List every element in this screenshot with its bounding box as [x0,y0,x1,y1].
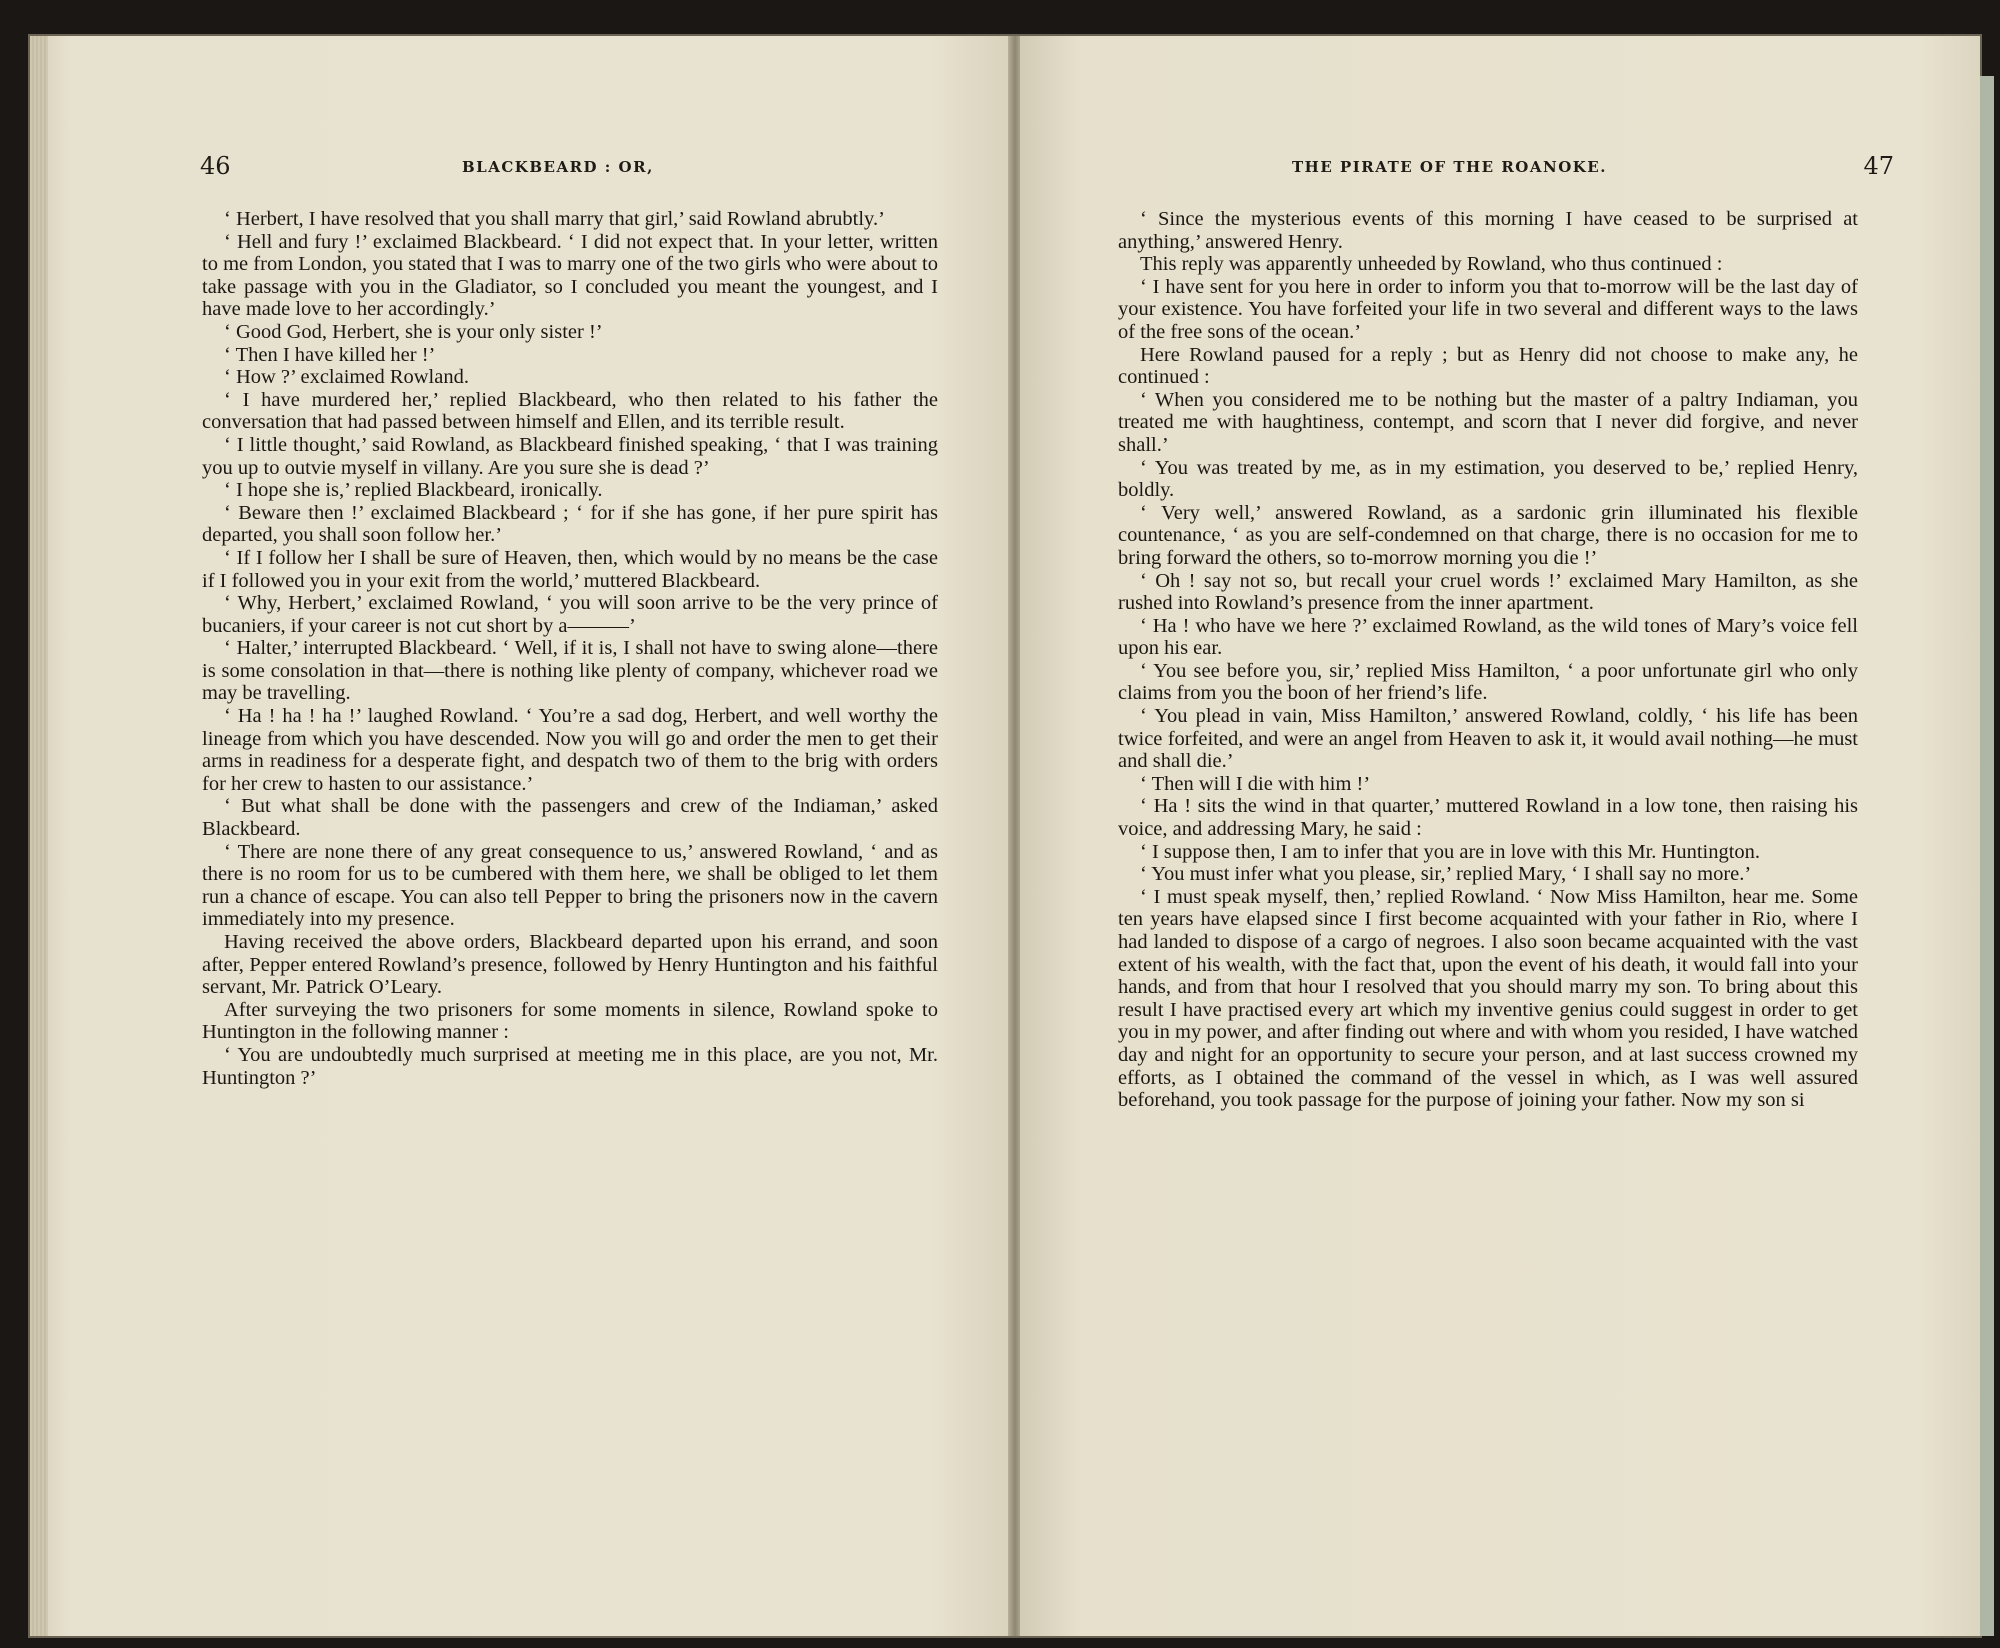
right-page-header [1020,152,1980,192]
paragraph: ‘ Then I have killed her !’ [224,343,436,366]
paragraph: ‘ You see before you, sir,’ replied Miss Hamilton, ‘ a poor unfortunate girl who only claims from you the boon of her friend’s life. [1118,659,1858,705]
paragraph: ‘ Hell and fury !’ exclaimed Blackbeard. ‘ I did not expect that. In your letter, written to me from London, you stated that I was to marry one of the two girls who were about to take passage with you in the Gladiator, so I concluded you meant the youngest, and I have made love to her accordingly.’ [202,230,938,321]
paragraph: ‘ I little thought,’ said Rowland, as Blackbeard finished speaking, ‘ that I was training you up to outvie myself in villany. Are you sure she is dead ?’ [202,433,938,479]
running-head: BLACKBEARD : OR, [462,158,654,176]
running-head: THE PIRATE OF THE ROANOKE. [1292,158,1607,176]
paragraph: ‘ When you considered me to be nothing but the master of a paltry Indiaman, you treated me with haughtiness, contempt, and scorn that I never did forgive, and never shall.’ [1118,388,1858,456]
paragraph: ‘ Oh ! say not so, but recall your cruel words !’ exclaimed Mary Hamilton, as she rushed into Rowland’s presence from the inner apartment. [1118,569,1858,615]
paragraph: ‘ Halter,’ interrupted Blackbeard. ‘ Well, if it is, I shall not have to swing alone—there is some consolation in that—there is nothing like plenty of company, whichever road we may be travelling. [202,637,938,705]
paragraph: ‘ How ?’ exclaimed Rowland. [224,366,469,389]
open-book-spread [30,36,1980,1636]
left-page-header [30,152,1010,192]
paragraph: ‘ Beware then !’ exclaimed Blackbeard ; ‘ for if she has gone, if her pure spirit has departed, you shall soon follow her.’ [202,501,938,547]
paragraph: ‘ Ha ! sits the wind in that quarter,’ muttered Rowland in a low tone, then raising his voice, and addressing Mary, he said : [1118,795,1858,841]
paragraph: After surveying the two prisoners for some moments in silence, Rowland spoke to Huntington in the following manner : [202,998,938,1044]
paragraph: ‘ But what shall be done with the passengers and crew of the Indiaman,’ asked Blackbeard. [202,795,938,841]
paragraph: ‘ Very well,’ answered Rowland, as a sardonic grin illuminated his flexible countenance, ‘ as you are self-condemned on that charge, there is no occasion for me to bring forward the others, so to-morrow morning you die !’ [1118,501,1858,569]
paragraph: This reply was apparently unheeded by Rowland, who thus continued : [1140,253,1723,276]
paragraph: ‘ I must speak myself, then,’ replied Rowland. ‘ Now Miss Hamilton, hear me. Some ten years have elapsed since I first become acquainted with your father in Rio, where I had landed to dispose of a cargo of negroes. I also soon became acquainted with the vast extent of his wealth, with the fact that, upon the event of his death, it would fall into your hands, and from that hour I resolved that you should marry my son. To bring about this result I have practised every art which my inventive genius could suggest in order to get you in my power, and after finding out where and with whom you resided, I have watched day and night for an opportunity to secure your person, and at last success crowned my efforts, as I obtained the command of the vessel in which, as I was well assured beforehand, you took passage for the purpose of joining your father. Now my son si [1118,885,1858,1112]
paragraph: ‘ You are undoubtedly much surprised at meeting me in this place, are you not, Mr. Huntington ?’ [202,1043,938,1089]
paragraph: ‘ Since the mysterious events of this morning I have ceased to be surprised at anything,’ answered Henry. [1118,208,1858,253]
paragraph: ‘ You plead in vain, Miss Hamilton,’ answered Rowland, coldly, ‘ his life has been twice forfeited, and were an angel from Heaven to ask it, it would avail nothing—he must and shall die.’ [1118,705,1858,773]
paragraph: ‘ Ha ! ha ! ha !’ laughed Rowland. ‘ You’re a sad dog, Herbert, and well worthy the lineage from which you have descended. Now you will go and order the men to get their arms in readiness for a desperate fight, and despatch two of them to the brig with orders for her crew to hasten to our assistance.’ [202,705,938,795]
paragraph: ‘ There are none there of any great consequence to us,’ answered Rowland, ‘ and as there is no room for us to be cumbered with them here, we shall be obliged to let them run a chance of escape. You can also tell Pepper to bring the prisoners now in the cavern immediately into my presence. [202,840,938,931]
paragraph: ‘ I hope she is,’ replied Blackbeard, ironically. [224,479,603,502]
paragraph: ‘ Good God, Herbert, she is your only sister !’ [224,320,603,343]
left-page [30,36,1010,1636]
paragraph: ‘ I suppose then, I am to infer that you are in love with this Mr. Huntington. [1140,840,1761,863]
right-page-body [1118,208,1858,1112]
left-page-body [202,208,938,1089]
paragraph: ‘ If I follow her I shall be sure of Heaven, then, which would by no means be the case if I followed you in your exit from the world,’ muttered Blackbeard. [202,546,938,592]
paragraph: ‘ Herbert, I have resolved that you shall marry that girl,’ said Rowland abrubtly.’ [224,208,885,230]
page-edges [30,36,48,1636]
paragraph: Having received the above orders, Blackbeard departed upon his errand, and soon after, Pepper entered Rowland’s presence, followed by Henry Huntington and his faithful servant, Mr. Patrick O’Leary. [202,931,938,999]
paragraph: ‘ You must infer what you please, sir,’ replied Mary, ‘ I shall say no more.’ [1140,863,1752,886]
paragraph: ‘ You was treated by me, as in my estimation, you deserved to be,’ replied Henry, boldly. [1118,456,1858,502]
right-page [1020,36,1980,1636]
paragraph: ‘ I have murdered her,’ replied Blackbeard, who then related to his father the conversation that had passed between himself and Ellen, and its terrible result. [202,388,938,434]
page-number: 47 [1863,152,1894,180]
paragraph: Here Rowland paused for a reply ; but as Henry did not choose to make any, he continued : [1118,343,1858,389]
paragraph: ‘ Then will I die with him !’ [1140,772,1371,795]
paragraph: ‘ Why, Herbert,’ exclaimed Rowland, ‘ you will soon arrive to be the very prince of bucaniers, if your career is not cut short by a———’ [202,592,938,637]
page-number: 46 [200,152,231,180]
paragraph: ‘ I have sent for you here in order to inform you that to-morrow will be the last day of your existence. You have forfeited your life in two several and different ways to the laws of the free sons of the ocean.’ [1118,275,1858,343]
paragraph: ‘ Ha ! who have we here ?’ exclaimed Rowland, as the wild tones of Mary’s voice fell upon his ear. [1118,614,1858,660]
